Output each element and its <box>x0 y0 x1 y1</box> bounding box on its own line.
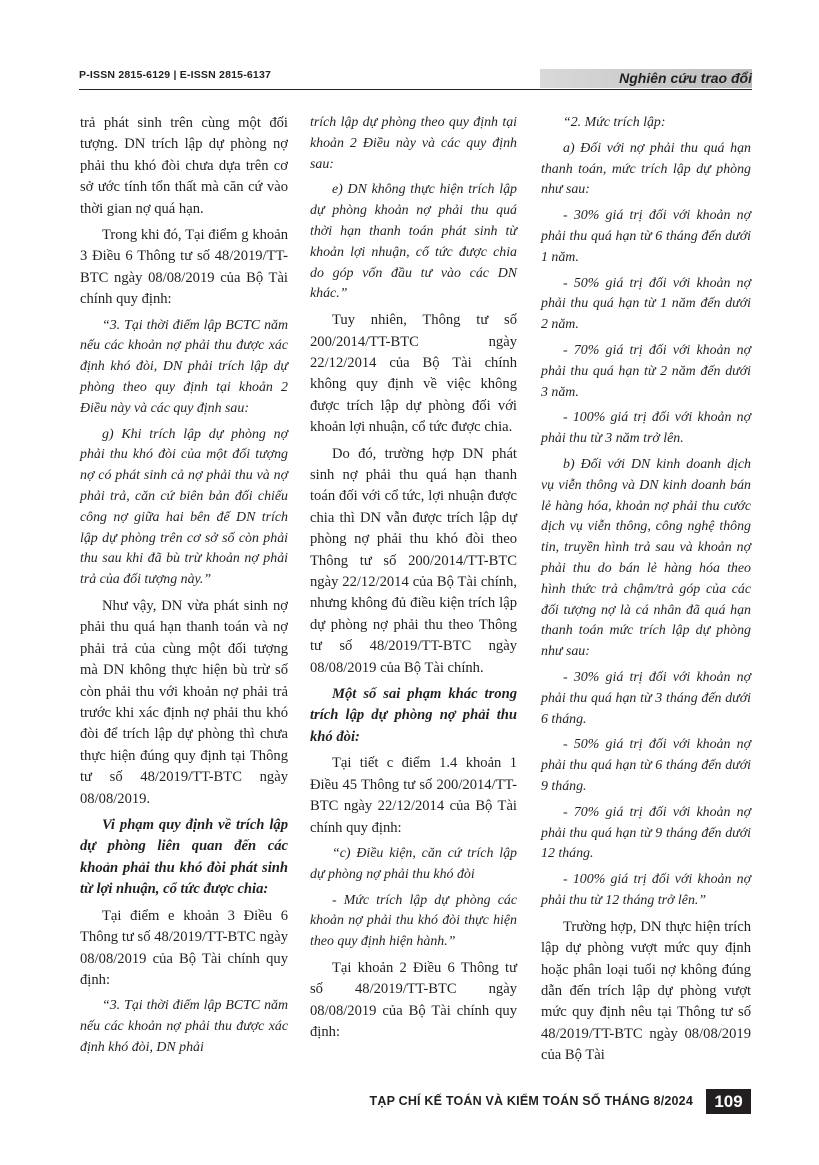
quote-paragraph: g) Khi trích lập dự phòng nợ phải thu khó đòi của một đối tượng nợ có phát sinh cả nợ phải thu và nợ phải trả, căn cứ biên bản đối chiếu công nợ giữa hai bên để DN trích lập dự phòng trên cơ sở số còn phải thu sau khi đã bù trừ khoản nợ phải trả của đối tượng này.” <box>80 426 288 588</box>
paragraph: Như vậy, DN vừa phát sinh nợ phải thu quá hạn thanh toán và nợ phải trả của cùng một đối tượng mà DN không thực hiện bù trừ số còn phải thu với khoản nợ phải trả trước khi xác định nợ phải thu khó đòi để trích lập dự phòng thì chưa thực hiện đúng quy định tại Thông tư số 48/2019/TT-BTC ngày 08/08/2019. <box>80 598 288 807</box>
header-divider <box>79 89 752 90</box>
text-column-1 <box>80 113 288 1059</box>
section-heading: Một số sai phạm khác trong trích lập dự phòng nợ phải thu khó đòi: <box>310 686 517 745</box>
quote-paragraph: - 70% giá trị đối với khoản nợ phải thu quá hạn từ 2 năm đến dưới 3 năm. <box>541 342 751 400</box>
paragraph: Tại khoản 2 Điều 6 Thông tư số 48/2019/TT-BTC ngày 08/08/2019 của Bộ Tài chính quy định: <box>310 959 517 1041</box>
quote-paragraph: - Mức trích lập dự phòng các khoản nợ phải thu khó đòi thực hiện theo quy định hiện hành.” <box>310 892 517 950</box>
quote-paragraph: - 100% giá trị đối với khoản nợ phải thu từ 3 năm trở lên. <box>541 410 751 447</box>
paragraph: trả phát sinh trên cùng một đối tượng. DN trích lập dự phòng nợ phải thu khó đòi chưa dựa trên cơ sở ước tính tổn thất mà căn cứ vào thời gian nợ quá hạn. <box>80 115 288 217</box>
quote-paragraph: trích lập dự phòng theo quy định tại khoản 2 Điều này và các quy định sau: <box>310 115 517 172</box>
page-number: 109 <box>706 1089 751 1114</box>
section-title: Nghiên cứu trao đổi <box>619 70 752 86</box>
quote-paragraph: - 30% giá trị đối với khoản nợ phải thu quá hạn từ 3 tháng đến dưới 6 tháng. <box>541 669 751 727</box>
paragraph: Do đó, trường hợp DN phát sinh nợ phải thu quá hạn thanh toán đối với cổ tức, lợi nhuận được chia thì DN vẫn được trích lập dự phòng nợ phải thu khó đòi theo Thông tư số 200/2014/TT-BTC ngày 22/12/2014 của Bộ Tài chính, nhưng không đủ điều kiện trích lập dự phòng nợ phải thu theo Thông tư số 48/2019/TT-BTC ngày 08/08/2019 của Bộ Tài chính. <box>310 445 517 676</box>
text-column-2 <box>310 113 517 1044</box>
quote-paragraph: - 50% giá trị đối với khoản nợ phải thu quá hạn từ 6 tháng đến dưới 9 tháng. <box>541 737 751 794</box>
quote-paragraph: b) Đối với DN kinh doanh dịch vụ viễn thông và DN kinh doanh bán lẻ hàng hóa, khoản nợ phải thu cước dịch vụ viễn thông, công nghệ thông tin, truyền hình trả sau và khoản nợ phải thu do bán lẻ hàng hóa theo hình thức trả chậm/trả góp của các đối tượng nợ là cá nhân đã quá hạn thanh toán mức trích lập dự phòng như sau: <box>541 456 751 660</box>
quote-paragraph: “2. Mức trích lập: <box>563 115 666 130</box>
quote-paragraph: - 50% giá trị đối với khoản nợ phải thu quá hạn từ 1 năm đến dưới 2 năm. <box>541 275 751 333</box>
quote-paragraph: “3. Tại thời điểm lập BCTC năm nếu các khoản nợ phải thu được xác định khó đòi, DN phải trích lập dự phòng theo quy định tại khoản 2 Điều này và các quy định sau: <box>80 317 288 416</box>
quote-paragraph: e) DN không thực hiện trích lập dự phòng khoản nợ phải thu quá thời hạn thanh toán phát sinh từ khoản lợi nhuận, cổ tức được chia do góp vốn đầu tư vào các DN khác.” <box>310 182 517 302</box>
section-heading: Vi phạm quy định về trích lập dự phòng liên quan đến các khoản phải thu khó đòi phát sinh từ lợi nhuận, cổ tức được chia: <box>80 817 288 898</box>
quote-paragraph: - 70% giá trị đối với khoản nợ phải thu quá hạn từ 9 tháng đến dưới 12 tháng. <box>541 804 751 862</box>
issn-label: P-ISSN 2815-6129 | E-ISSN 2815-6137 <box>79 69 272 81</box>
paragraph: Trong khi đó, Tại điểm g khoản 3 Điều 6 Thông tư số 48/2019/TT-BTC ngày 08/08/2019 của Bộ Tài chính quy định: <box>80 227 288 308</box>
paragraph: Tuy nhiên, Thông tư số 200/2014/TT-BTC ngày 22/12/2014 của Bộ Tài chính không quy định về việc không được trích lập dự phòng đối với khoản lợi nhuận, cổ tức được chia. <box>310 312 517 436</box>
quote-paragraph: a) Đối với nợ phải thu quá hạn thanh toán, mức trích lập dự phòng như sau: <box>541 140 751 198</box>
text-column-3 <box>541 113 751 1067</box>
journal-footer: TẠP CHÍ KẾ TOÁN VÀ KIỂM TOÁN SỐ THÁNG 8/2024 <box>369 1094 693 1108</box>
paragraph: Tại điểm e khoản 3 Điều 6 Thông tư số 48/2019/TT-BTC ngày 08/08/2019 của Bộ Tài chính quy định: <box>80 907 288 988</box>
paragraph: Tại tiết c điểm 1.4 khoản 1 Điều 45 Thông tư số 200/2014/TT-BTC ngày 22/12/2014 của Bộ Tài chính quy định: <box>310 755 517 836</box>
quote-paragraph: “3. Tại thời điểm lập BCTC năm nếu các khoản nợ phải thu được xác định khó đòi, DN phải <box>80 998 288 1055</box>
quote-paragraph: - 30% giá trị đối với khoản nợ phải thu quá hạn từ 6 tháng đến dưới 1 năm. <box>541 208 751 265</box>
paragraph: Trường hợp, DN thực hiện trích lập dự phòng vượt mức quy định hoặc phân loại tuổi nợ không đúng dẫn đến trích lập dự phòng vượt mức quy định nêu tại Thông tư số 48/2019/TT-BTC ngày 08/08/2019 của Bộ Tài <box>541 918 751 1064</box>
quote-paragraph: “c) Điều kiện, căn cứ trích lập dự phòng nợ phải thu khó đòi <box>310 845 517 882</box>
quote-paragraph: - 100% giá trị đối với khoản nợ phải thu từ 12 tháng trở lên.” <box>541 872 751 908</box>
